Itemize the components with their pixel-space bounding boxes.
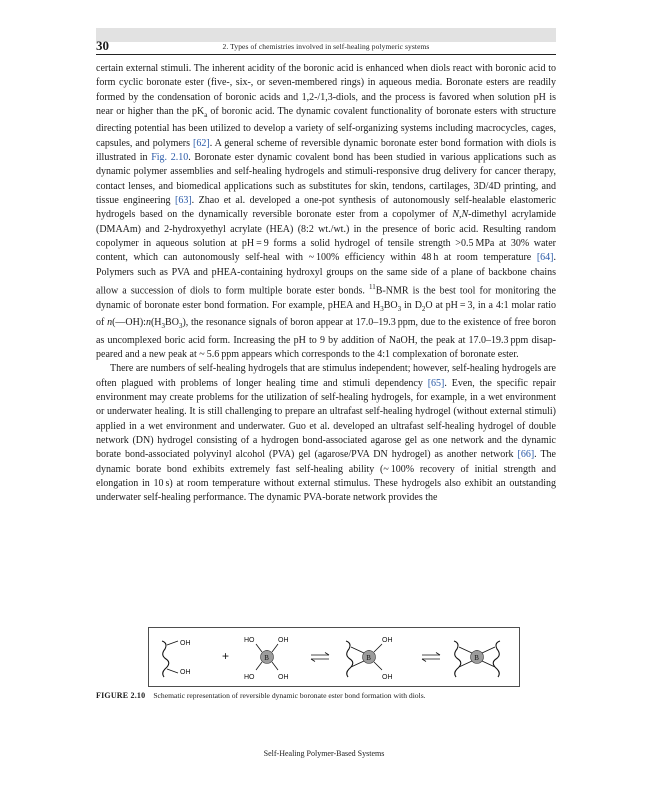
- running-head: 2. Types of chemistries involved in self-healing polymeric systems: [222, 42, 430, 51]
- italic-text: n: [145, 317, 151, 329]
- text-run: O at pH = 3, in a 4:1 molar ratio of: [96, 299, 557, 329]
- text-run: certain external stimuli. The inherent acidity of the boronic acid is enhanced when diols react with boronic acid to form cyclic boronate ester (five-, six-, or seven-membered rings) in aqueous media. Boronate esters are readily formed by the condensation of boronic acids and 1,2-/1,3-diols, and the process is favored when solution pH is near or higher than the pK: [96, 63, 556, 118]
- text-run: -dimethyl acrylamide (DMAAm) and 2-hydroxyethyl acrylate (HEA) (8:2 wt./wt.) in the presence of boric acid. Resulting random copolymer in aqueous solution at pH = 9 forms a solid hydrogel of tensile strength >0.5 MPa at 30% water content, which can autonomously self-heal with ~ 100% efficiency within 48 h at room temperature: [96, 209, 556, 264]
- figure-frame: [149, 628, 520, 687]
- equilibrium-arrow-2: [422, 653, 440, 662]
- citation-link[interactable]: Fig. 2.10: [151, 152, 189, 164]
- subscript: 3: [380, 304, 384, 313]
- text-run: of boronic acid. The dynamic covalent functionality of boronate esters with structure directing potential has been utilized to develop a variety of self-organizing systems including macrocycles, cages, capsules, and polymers: [96, 106, 556, 149]
- citation-link[interactable]: [65]: [427, 377, 445, 389]
- subscript: 3: [161, 322, 166, 331]
- text-run: (H: [150, 317, 162, 329]
- borate-anion: [244, 637, 289, 681]
- text-run: . Polymers such as PVA and pHEA-containing hydroxyl groups on the same side of a plane of backbone chains allow a succession of diols to form multiple borate ester bonds.: [96, 252, 556, 297]
- diol-oh-top: OH: [180, 640, 191, 647]
- equilibrium-arrow-1: [311, 653, 329, 662]
- citation-link[interactable]: [62]: [193, 137, 210, 149]
- citation-link[interactable]: [66]: [517, 449, 535, 461]
- running-footer: Self-Healing Polymer-Based Systems: [263, 749, 385, 758]
- diol-molecule: [162, 640, 191, 677]
- text-run: . Boronate ester dynamic covalent bond has been studied in various applications such as dynamic polymer assemblies and self-healing hydrogels and stimuli-responsive drug delivery for cancer therapy, contact lenses, and biomedical applications such as substitutes for skin, tendons, cartilages, 3D/4D printing, and tissue engineering: [96, 152, 556, 207]
- text-run: . The dynamic borate bond exhibits extremely fast self-healing ability (~ 100% recovery of initial strength and elongation in 10 s) at room temperature without external stimulus. These hydrogels also exhibit an outstanding underwater self-healing performance. The dynamic PVA-borate network provides the: [96, 449, 556, 504]
- citation-link[interactable]: [63]: [174, 195, 192, 207]
- borate-b: B: [264, 654, 269, 662]
- text-run: . A general scheme of reversible dynamic boronate ester bond formation with diols is illustrated in: [96, 137, 556, 164]
- text-run: BO: [383, 299, 398, 311]
- italic-text: N,N: [452, 209, 469, 221]
- mono-ester: [346, 637, 393, 681]
- mono-ester-oh-bottom: OH: [382, 674, 393, 681]
- plus-sign: +: [222, 649, 230, 663]
- diol-oh-bottom: OH: [180, 669, 191, 676]
- borate-charge: −: [265, 648, 269, 655]
- header-band: [96, 28, 556, 42]
- body-text: [96, 62, 556, 506]
- subscript: 2: [421, 304, 426, 313]
- text-run: B-NMR is the best tool for monitoring the dynamic of boronate ester bond formation. For example, pHEA and H: [96, 285, 556, 311]
- subscript: a: [204, 111, 208, 120]
- borate-oh-bottom: OH: [278, 674, 289, 681]
- text-run: in D: [401, 299, 422, 311]
- subscript: 3: [178, 322, 183, 331]
- text-run: (—OH):: [112, 317, 146, 329]
- header-rule: [96, 54, 556, 55]
- bis-ester-b: B: [474, 654, 479, 662]
- boronate-ester-scheme: [148, 627, 520, 687]
- italic-text: n: [107, 317, 113, 329]
- page-number: 30: [96, 38, 109, 53]
- body-paragraph: [96, 362, 556, 505]
- bis-ester: [454, 641, 500, 677]
- text-run: . Zhao et al. developed a one-pot synthesis of autonomously self-healable elastomeric hydrogels based on the dynamically reversible boronate ester from a copolymer of: [96, 195, 556, 221]
- text-run: BO: [165, 317, 179, 329]
- figure-2-10: [148, 627, 520, 687]
- mono-ester-charge: −: [367, 648, 371, 655]
- text-run: There are numbers of self-healing hydrogels that are stimulus independent; however, self-healing hydrogels are often plagued with problems of longer healing time and stimuli dependency: [96, 363, 556, 389]
- borate-ho-bottom: HO: [244, 674, 255, 681]
- body-paragraph: [96, 62, 556, 362]
- superscript: 11: [368, 283, 376, 292]
- figure-caption: [96, 691, 566, 700]
- figure-caption-label: FIGURE 2.10: [96, 691, 146, 700]
- mono-ester-b: B: [366, 654, 371, 662]
- text-run: . Even, the specific repair environment may create problems for the utilization of self-healing hydrogels, for example, in a wet environment or underwater healing. It is still challenging to prepare an ultrafast self-healing hydrogel (without external stimuli) applied in a wet environment and underwater. Guo et al. developed an ultrafast self-healing hydrogel of double network (DN) hydrogel consisting of a hydrogen bond-associated agarose gel as one network and the dynamic borate bond-associated polyvinyl alcohol (PVA) gel (agarose/PVA DN hydrogel) as another network: [96, 377, 556, 461]
- bis-ester-charge: −: [475, 648, 479, 655]
- borate-ho-top: HO: [244, 637, 255, 644]
- figure-caption-text: Schematic representation of reversible dynamic boronate ester bond formation with diols.: [153, 691, 426, 700]
- subscript: 3: [397, 304, 402, 313]
- citation-link[interactable]: [64]: [536, 252, 554, 264]
- text-run: ), the resonance signals of boron appear at 17.0–19.3 ppm, due to the existence of free boron as uncomplexed boric acid form. Increasing the pH to 9 by addition of NaOH, the peak at 17.0–19.3 ppm disappeared and a new peak at ~ 5.6 ppm appears which corresponds to the 4:1 complexation of boronate ester.: [96, 317, 556, 360]
- mono-ester-oh-top: OH: [382, 637, 393, 644]
- borate-oh-top: OH: [278, 637, 289, 644]
